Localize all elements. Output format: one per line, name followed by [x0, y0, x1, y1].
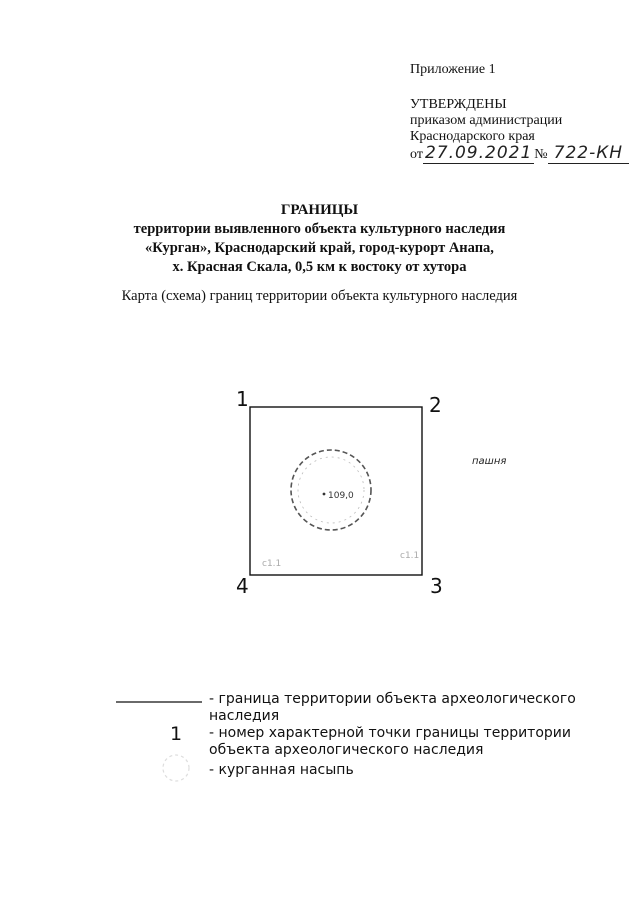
corner-label-4: 4 [236, 574, 249, 598]
handwritten-date: 27.09.2021 [424, 143, 533, 163]
legend-point-text-2: объекта археологического наследия [209, 742, 484, 758]
legend-mound-text: - курганная насыпь [209, 762, 354, 778]
survey-mark-se: c1.1 [400, 551, 420, 561]
corner-label-3: 3 [430, 574, 443, 598]
mound-inner-ring [298, 457, 364, 523]
land-use-label: пашня [472, 456, 507, 467]
legend-item-mound [209, 762, 354, 779]
corner-label-2: 2 [429, 393, 442, 417]
approved-heading: УТВЕРЖДЕНЫ [410, 97, 507, 112]
legend-boundary-text-2: наследия [209, 708, 280, 724]
title-line-3: «Курган», Краснодарский край, город-курорт Анапа, [145, 240, 494, 256]
mound-circle [291, 450, 371, 530]
elevation-label: 109,0 [328, 491, 354, 501]
handwritten-number: 722-КН [548, 143, 629, 164]
legend-item-boundary [209, 691, 576, 725]
legend-point-number-symbol: 1 [170, 723, 183, 745]
approval-line-2: Краснодарского края [410, 129, 535, 144]
survey-mark-sw: c1.1 [262, 559, 282, 569]
corner-label-1: 1 [236, 387, 249, 411]
from-prefix: от [410, 147, 423, 162]
number-sign: № [534, 147, 548, 162]
title-line-1: ГРАНИЦЫ [280, 202, 359, 218]
elevation-point [323, 493, 326, 496]
appendix-label: Приложение 1 [410, 62, 496, 77]
legend-item-point-number [209, 725, 571, 759]
legend-mound-symbol [163, 755, 189, 781]
map-caption: Карта (схема) границ территории объекта культурного наследия [121, 288, 518, 304]
approval-line-1: приказом администрации [410, 113, 563, 128]
title-line-2: территории выявленного объекта культурного наследия [133, 221, 506, 237]
legend-boundary-text-1: - граница территории объекта археологического [209, 691, 576, 707]
title-line-4: х. Красная Скала, 0,5 км к востоку от хутора [172, 259, 467, 275]
legend-point-text-1: - номер характерной точки границы территории [209, 725, 571, 741]
